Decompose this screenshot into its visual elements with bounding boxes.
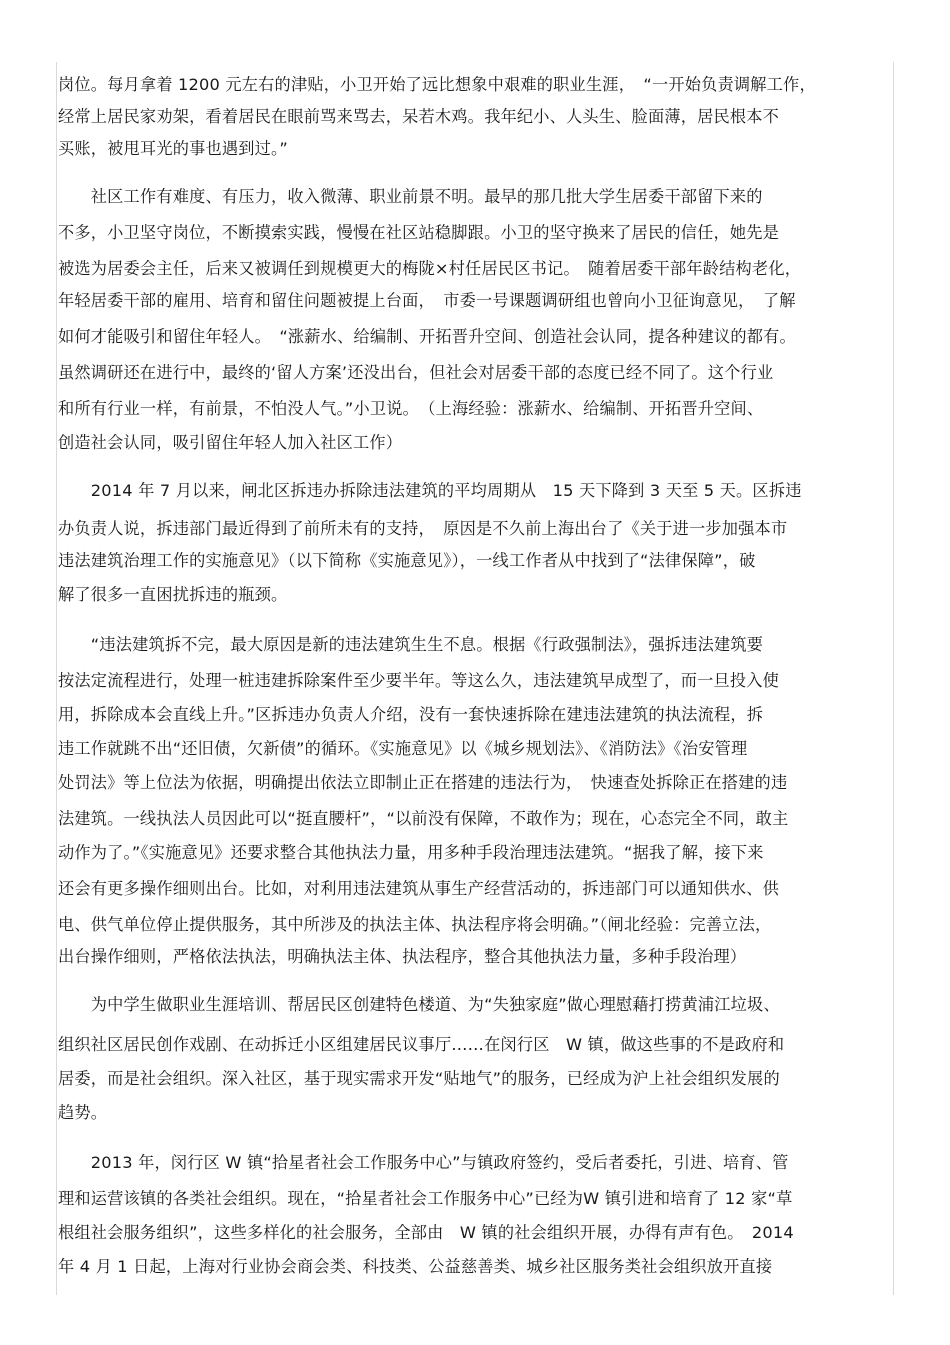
text-line: 和所有行业一样，有前景，不怕没人气。”小卫说。 （上海经验：涨薪水、给编制、开拓晋升空间、 (58, 399, 764, 418)
text-line: 动作为了。”《实施意见》还要求整合其他执法力量，用多种手段治理违法建筑。“据我了解，接下来 (58, 843, 764, 862)
right-margin-rule (893, 62, 894, 1295)
text-line: 解了很多一直困扰拆违的瓶颈。 (58, 585, 288, 604)
text-line: 还会有更多操作细则出台。比如，对利用违法建筑从事生产经营活动的，拆违部门可以通知供水、供 (58, 879, 780, 898)
text-line: 2013 年，闵行区 W 镇“拾星者社会工作服务中心”与镇政府签约，受后者委托，引进、培育、管 (58, 1153, 789, 1172)
text-line: 处罚法》等上位法为依据，明确提出依法立即制止正在搭建的违法行为， 快速查处拆除正在搭建的违 (58, 773, 788, 792)
text-line: 年轻居委干部的雇用、培育和留住问题被提上台面， 市委一号课题调研组也曾向小卫征询意见， 了解 (58, 291, 796, 310)
text-line: 社区工作有难度、有压力，收入微薄、职业前景不明。最早的那几批大学生居委干部留下来的 (58, 187, 763, 206)
text-line: 经常上居民家劝架，看着居民在眼前骂来骂去，呆若木鸡。我年纪小、人头生、脸面薄，居民根本不 (58, 107, 780, 126)
text-line: “违法建筑拆不完，最大原因是新的违法建筑生生不息。根据《行政强制法》，强拆违法建筑要 (58, 635, 764, 654)
text-line: 2014 年 7 月以来，闸北区拆违办拆除违法建筑的平均周期从 15 天下降到 3 天至 5 天。区拆违 (58, 481, 802, 500)
text-line: 岗位。每月拿着 1200 元左右的津贴，小卫开始了远比想象中艰难的职业生涯， “一开始负责调解工作， (58, 75, 816, 94)
text-line: 年 4 月 1 日起，上海对行业协会商会类、科技类、公益慈善类、城乡社区服务类社会组织放开直接 (58, 1257, 773, 1276)
text-line: 趋势。 (58, 1103, 108, 1122)
text-line: 法建筑。一线执法人员因此可以“挺直腰杆”，“以前没有保障，不敢作为；现在，心态完全不同，敢主 (58, 809, 789, 828)
text-line: 电、供气单位停止提供服务，其中所涉及的执法主体、执法程序将会明确。”（闸北经验：完善立法， (58, 915, 772, 934)
text-line: 创造社会认同，吸引留住年轻人加入社区工作） (58, 433, 403, 452)
left-margin-rule (56, 62, 57, 1295)
text-line: 出台操作细则，严格依法执法，明确执法主体、执法程序，整合其他执法力量，多种手段治理） (58, 947, 747, 966)
text-line: 根组社会服务组织”，这些多样化的社会服务，全部由 W 镇的社会组织开展，办得有声有色。 2014 (58, 1223, 794, 1242)
text-line: 按法定流程进行，处理一桩违建拆除案件至少要半年。等这么久，违法建筑早成型了，而一旦投入使 (58, 671, 780, 690)
text-line: 被选为居委会主任，后来又被调任到规模更大的梅陇×村任居民区书记。 随着居委干部年龄结构老化， (58, 259, 802, 278)
text-line: 虽然调研还在进行中，最终的‘留人方案’还没出台，但社会对居委干部的态度已经不同了。这个行业 (58, 363, 774, 382)
text-line: 办负责人说，拆违部门最近得到了前所未有的支持， 原因是不久前上海出台了《关于进一步加强本市 (58, 519, 788, 538)
text-line: 理和运营该镇的各类社会组织。现在，“拾星者社会工作服务中心”已经为W 镇引进和培育了 12 家“草 (58, 1189, 793, 1208)
text-line: 违工作就跳不出“还旧债，欠新债”的循环。《实施意见》以《城乡规划法》、《消防法》《治安管理 (58, 739, 748, 758)
text-line: 违法建筑治理工作的实施意见》（以下简称《实施意见》），一线工作者从中找到了“法律保障”，破 (58, 551, 756, 570)
text-line: 不多，小卫坚守岗位，不断摸索实践，慢慢在社区站稳脚跟。小卫的坚守换来了居民的信任，她先是 (58, 223, 780, 242)
text-line: 买账，被甩耳光的事也遇到过。” (58, 139, 288, 158)
text-line: 如何才能吸引和留住年轻人。 “涨薪水、给编制、开拓晋升空间、创造社会认同，提各种建议的都有。 (58, 327, 796, 346)
text-line: 用，拆除成本会直线上升。”区拆违办负责人介绍，没有一套快速拆除在建违法建筑的执法流程，拆 (58, 705, 764, 724)
text-line: 组织社区居民创作戏剧、在动拆迁小区组建居民议事厅……在闵行区 W 镇，做这些事的不是政府和 (58, 1035, 785, 1054)
text-line: 居委，而是社会组织。深入社区，基于现实需求开发“贴地气”的服务，已经成为沪上社会组织发展的 (58, 1069, 780, 1088)
text-line: 为中学生做职业生涯培训、帮居民区创建特色楼道、为“失独家庭”做心理慰藉打捞黄浦江垃圾、 (58, 995, 780, 1014)
